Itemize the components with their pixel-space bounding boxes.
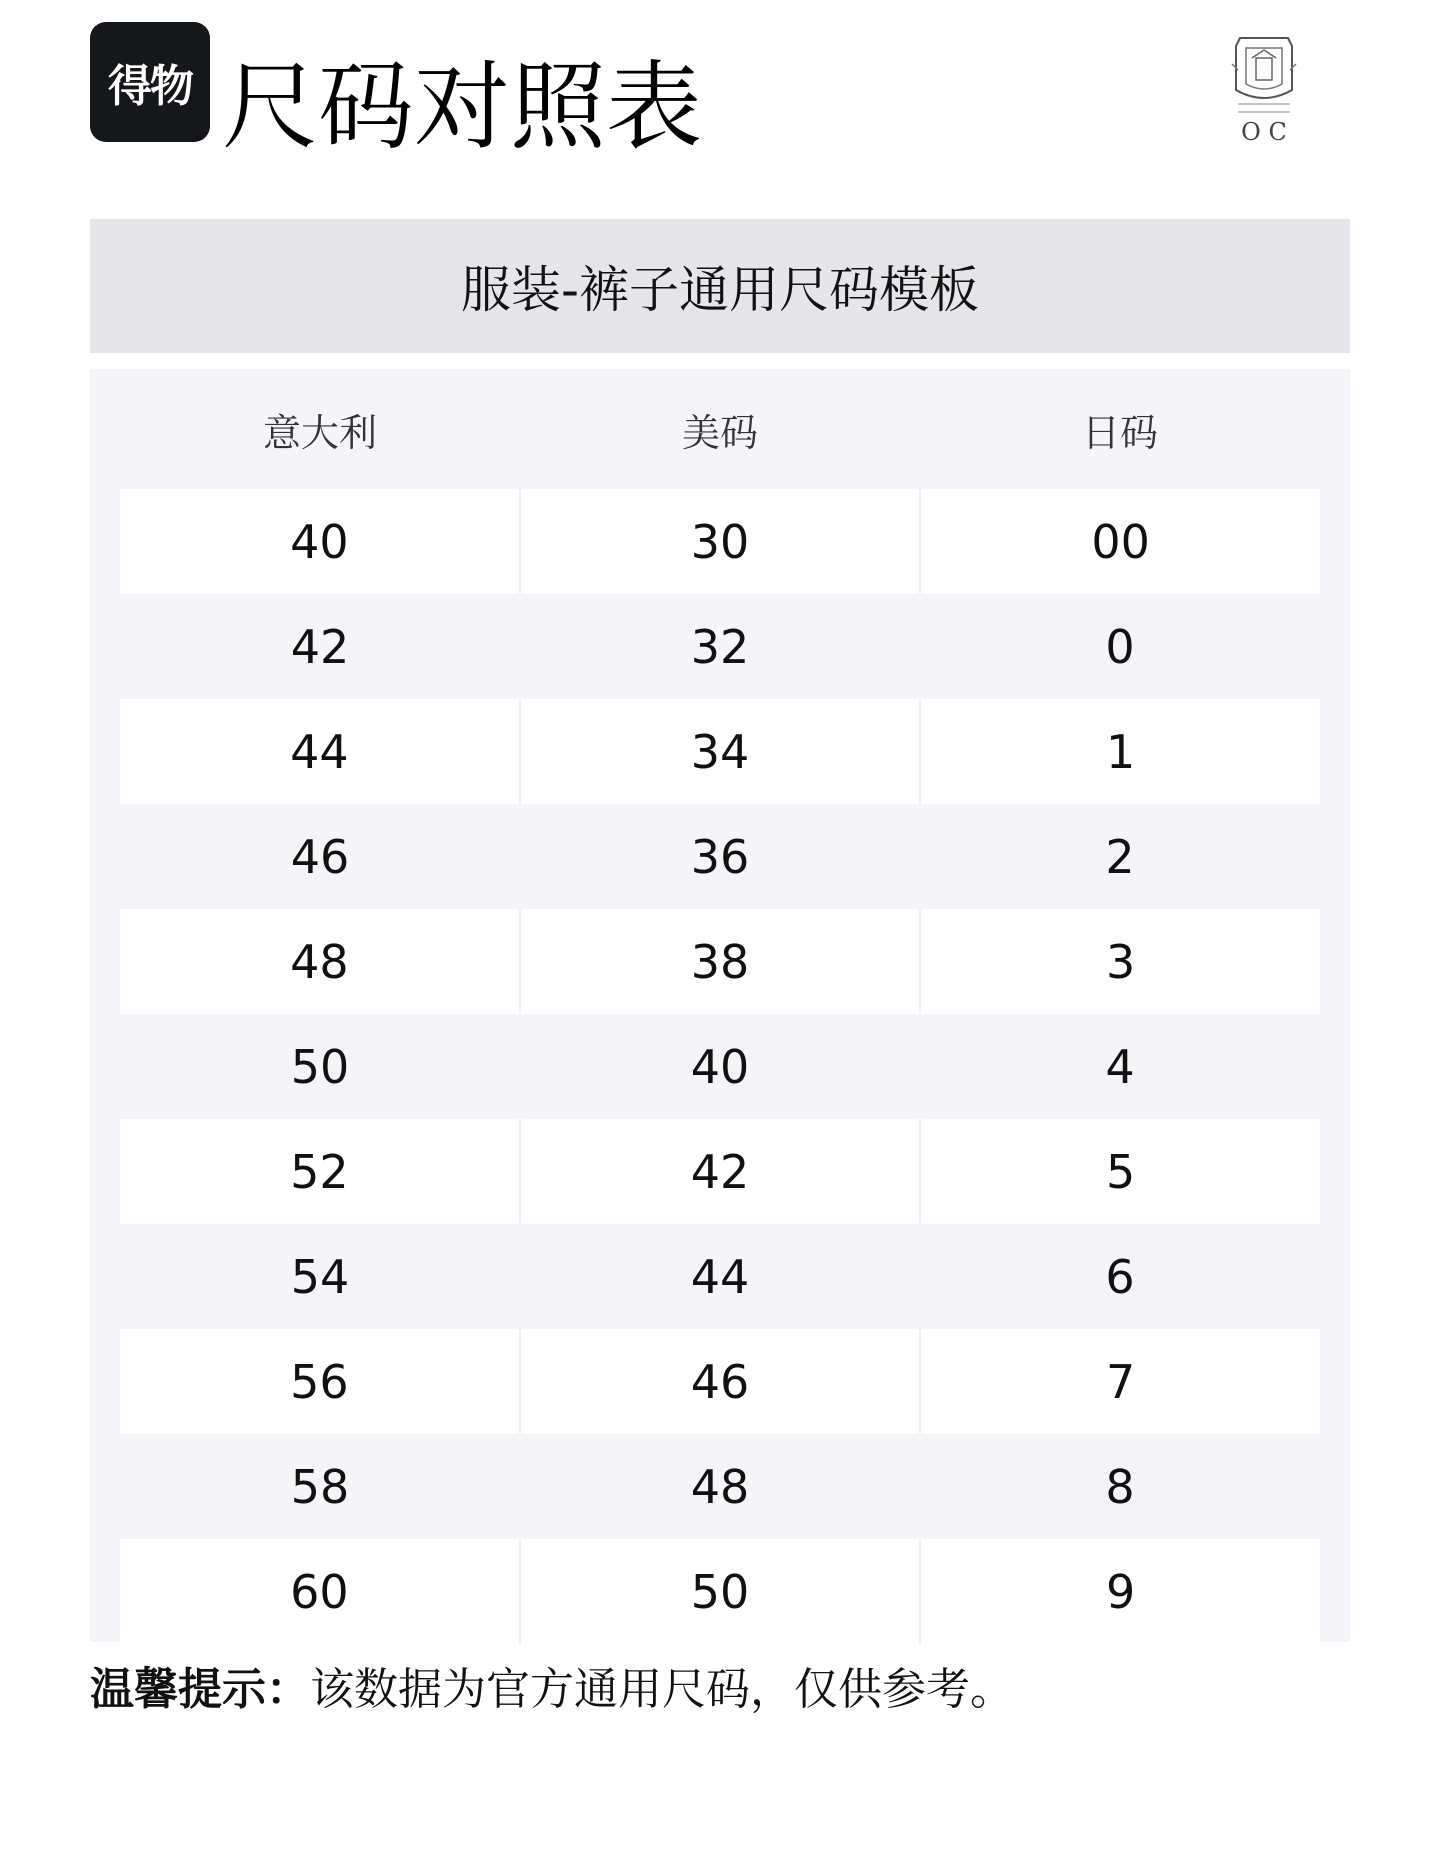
brand-logo: 得物: [90, 22, 210, 142]
cell-jp: 4: [1105, 1039, 1135, 1094]
column-header-jp: 日码: [1081, 410, 1158, 455]
cell-us: 34: [519, 699, 920, 804]
cell-us: 38: [519, 909, 920, 1014]
cell-us: 50: [519, 1539, 920, 1644]
table-header-row: [120, 369, 1320, 489]
cell-us: 46: [519, 1329, 920, 1434]
column-header-us: 美码: [681, 410, 758, 455]
cell-jp: 9: [919, 1539, 1320, 1644]
table-row: [120, 1224, 1320, 1329]
table-row: [120, 1119, 1320, 1224]
cell-us: 36: [690, 829, 750, 884]
cell-italy: 50: [290, 1039, 350, 1094]
cell-us: 30: [519, 489, 920, 594]
table-row: [120, 909, 1320, 1014]
cell-us: 40: [690, 1039, 750, 1094]
size-table: [90, 369, 1350, 1642]
footer-note-label: 温馨提示：: [90, 1664, 310, 1715]
table-row: [120, 1329, 1320, 1434]
cell-italy: 56: [120, 1329, 519, 1434]
cell-jp: 3: [919, 909, 1320, 1014]
cell-jp: 2: [1105, 829, 1135, 884]
table-row: [120, 1014, 1320, 1119]
cell-italy: 58: [290, 1459, 350, 1514]
cell-italy: 44: [120, 699, 519, 804]
page-title: 尺码对照表: [222, 51, 702, 163]
table-row: [120, 1539, 1320, 1644]
column-header-italy: 意大利: [262, 410, 377, 455]
cell-italy: 60: [120, 1539, 519, 1644]
crest-text: O C: [1241, 118, 1287, 146]
cell-us: 48: [690, 1459, 750, 1514]
cell-jp: 0: [1105, 619, 1135, 674]
footer-note-text: 该数据为官方通用尺码，仅供参考。: [310, 1664, 1014, 1715]
cell-jp: 00: [919, 489, 1320, 594]
cell-us: 44: [690, 1249, 750, 1304]
cell-italy: 40: [120, 489, 519, 594]
cell-jp: 1: [919, 699, 1320, 804]
cell-jp: 8: [1105, 1459, 1135, 1514]
table-row: [120, 489, 1320, 594]
table-row: [120, 804, 1320, 909]
cell-italy: 52: [120, 1119, 519, 1224]
header: [90, 22, 1350, 172]
table-row: [120, 594, 1320, 699]
cell-italy: 48: [120, 909, 519, 1014]
crest-logo-icon: [1218, 28, 1310, 148]
table-body: [120, 489, 1320, 1644]
table-row: [120, 699, 1320, 804]
cell-italy: 46: [290, 829, 350, 884]
table-title: 服装-裤子通用尺码模板: [90, 219, 1350, 353]
cell-italy: 42: [290, 619, 350, 674]
cell-us: 42: [519, 1119, 920, 1224]
cell-us: 32: [690, 619, 750, 674]
cell-jp: 6: [1105, 1249, 1135, 1304]
footer-note: [90, 1660, 1014, 1720]
cell-jp: 5: [919, 1119, 1320, 1224]
table-row: [120, 1434, 1320, 1539]
cell-jp: 7: [919, 1329, 1320, 1434]
cell-italy: 54: [290, 1249, 350, 1304]
